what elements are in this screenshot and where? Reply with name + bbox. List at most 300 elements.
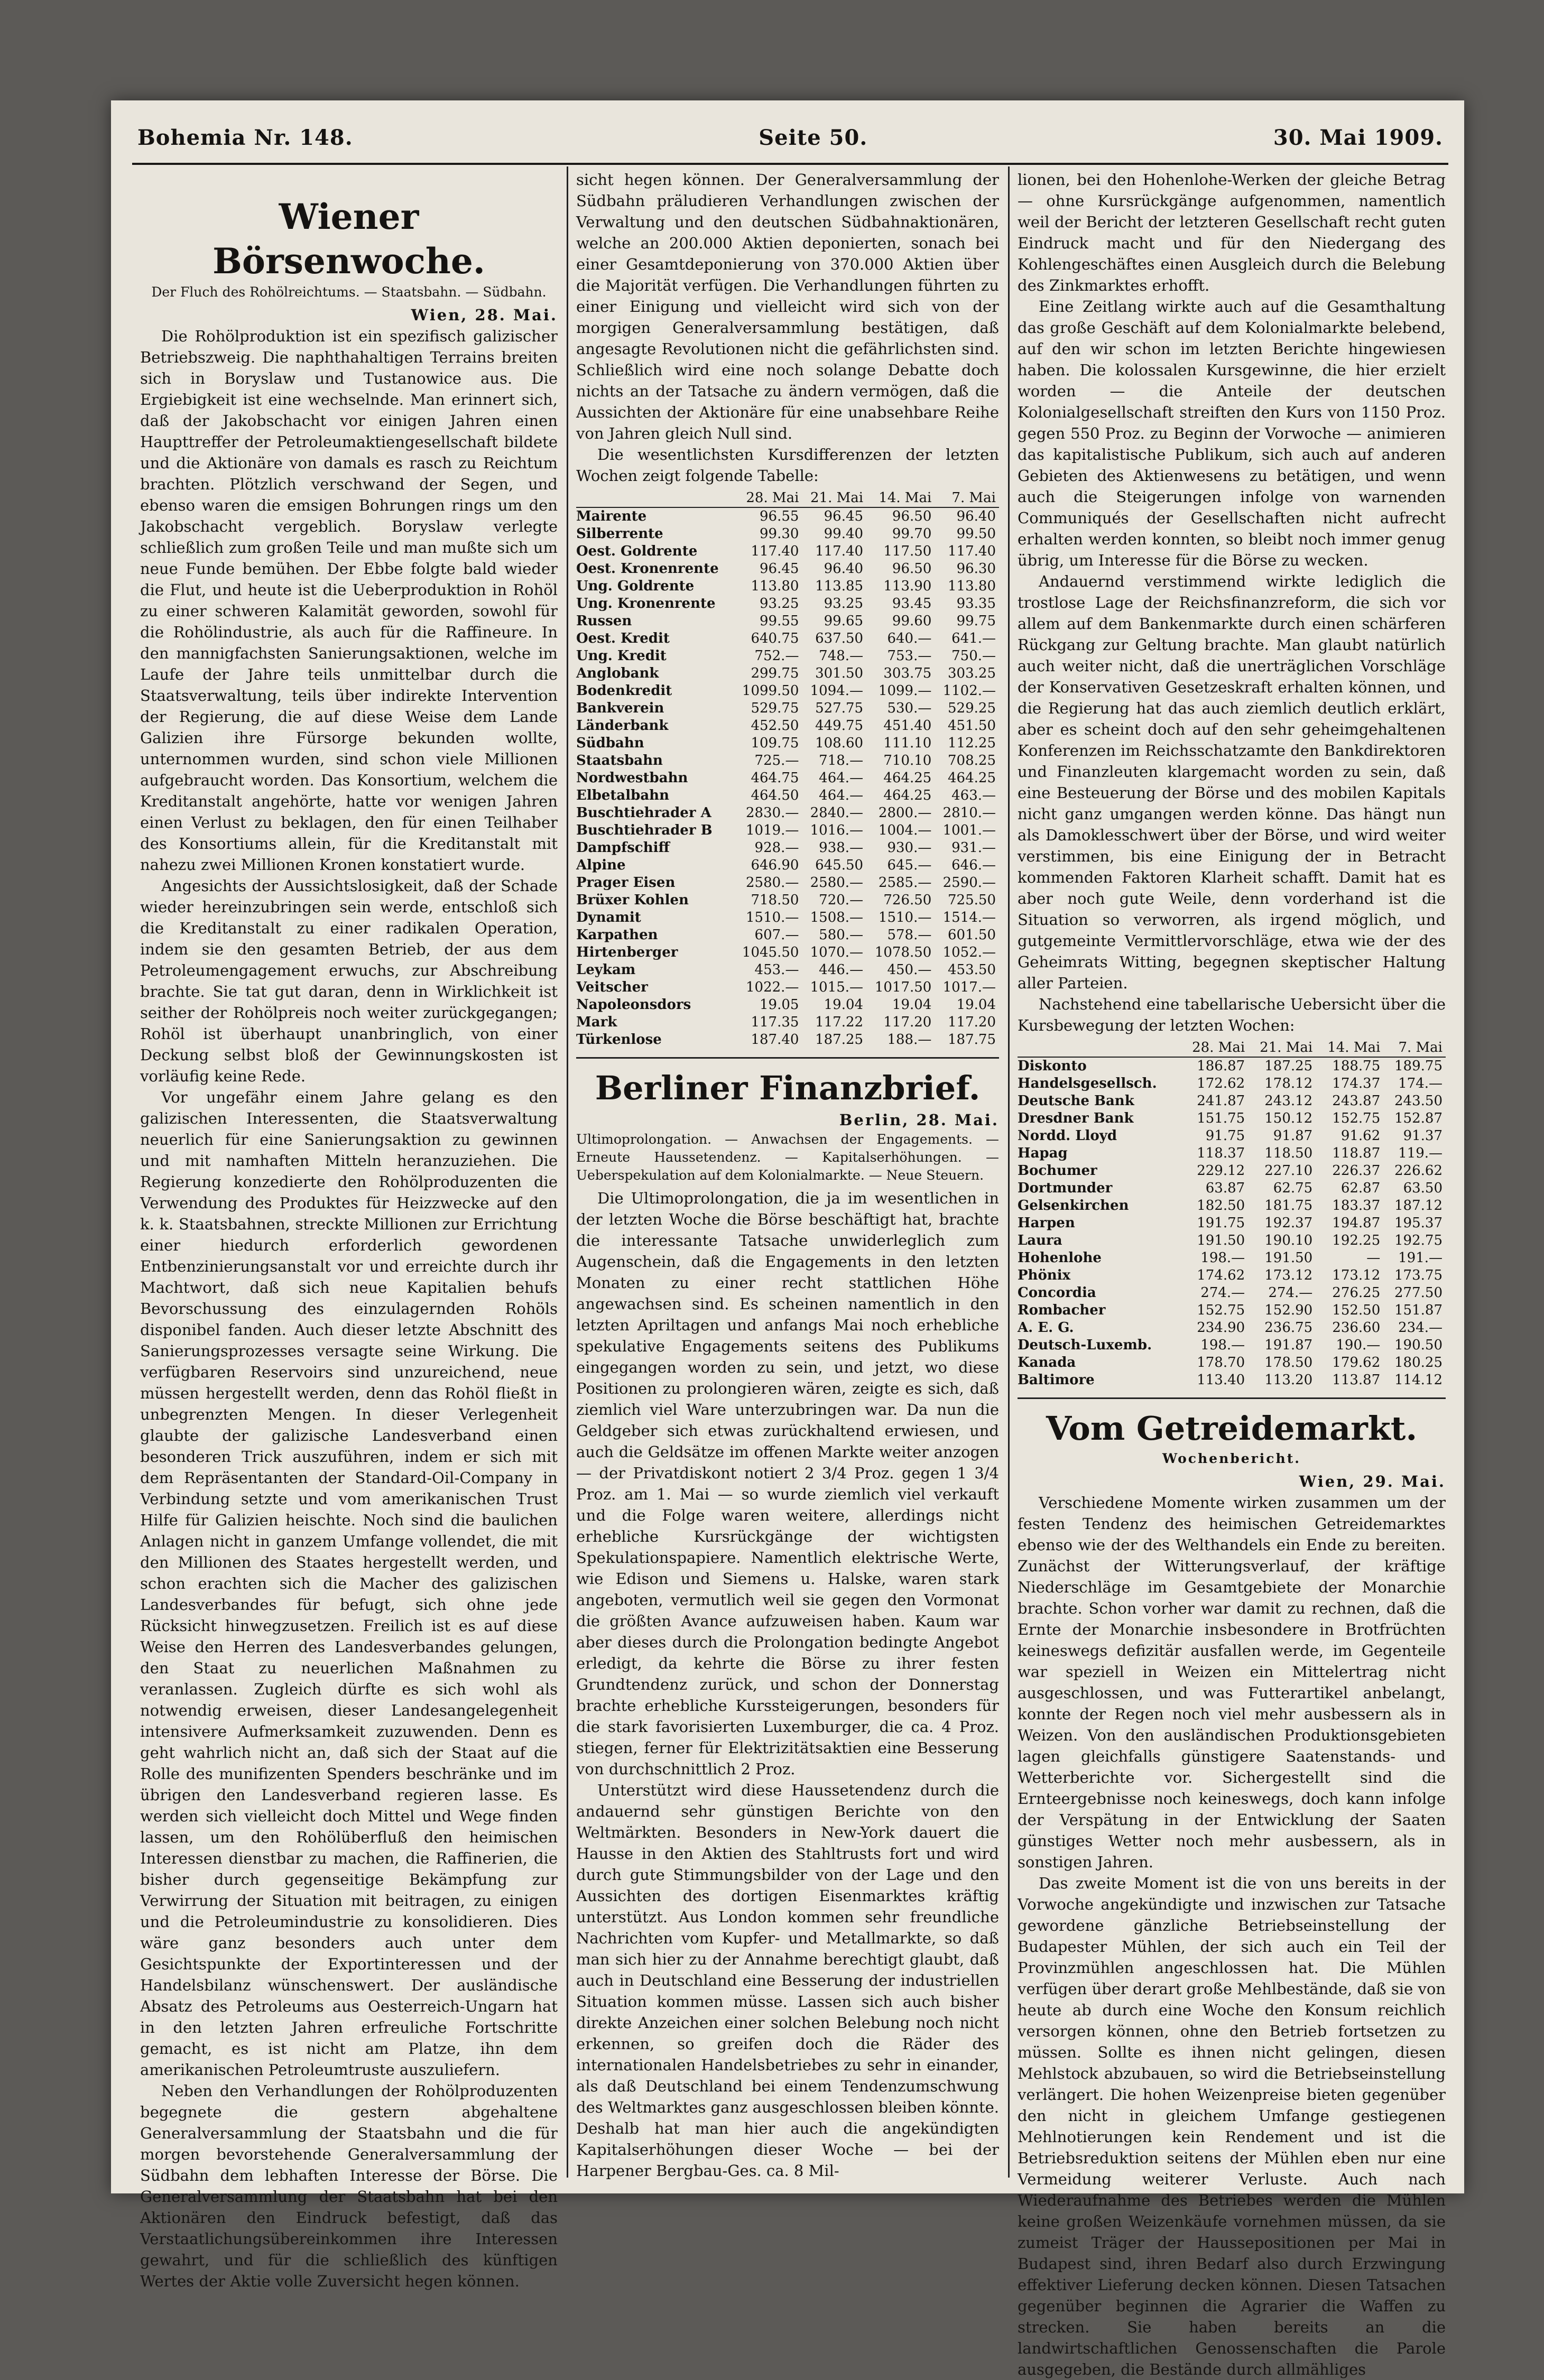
table-row xyxy=(576,665,999,682)
table-row xyxy=(576,839,999,857)
quote-cell: 192.75 xyxy=(1394,1233,1443,1248)
quote-cell: 117.40 xyxy=(815,543,864,559)
quote-cell: 191.50 xyxy=(1264,1250,1313,1266)
security-name: Concordia xyxy=(1018,1285,1096,1301)
quote-cell: 1001.— xyxy=(942,822,996,838)
quote-cell: 62.87 xyxy=(1340,1180,1381,1196)
quote-cell: 243.50 xyxy=(1394,1093,1443,1109)
security-name: Deutsch-Luxemb. xyxy=(1018,1337,1152,1353)
quote-cell: 96.50 xyxy=(892,561,932,577)
security-name: Rombacher xyxy=(1018,1302,1106,1318)
security-name: Bodenkredit xyxy=(576,683,672,699)
quote-cell: 99.30 xyxy=(760,526,799,542)
security-name: Anglobank xyxy=(576,665,659,681)
security-name: Phönix xyxy=(1018,1267,1071,1283)
quote-cell: 725.— xyxy=(754,753,799,768)
quote-cell: 152.90 xyxy=(1264,1302,1313,1318)
table-row xyxy=(1018,1075,1446,1092)
security-name: Ung. Kronenrente xyxy=(576,596,716,612)
quote-cell: 453.50 xyxy=(948,962,996,978)
quote-cell: 96.55 xyxy=(760,508,799,524)
article-subtitle: Ultimoprolongation. — Anwachsen der Engagements. — Erneute Haussetendenz. — Kapitalserhöhungen. — Ueberspekulation auf dem Kolonialmarkte. — Neue Steuern. xyxy=(576,1132,999,1183)
paragraph: Angesichts der Aussichtslosigkeit, daß der Schade wieder hereinzubringen sein werde, entschloß sich die Kreditanstalt zu einer radikalen Operation, indem sie den gesamten Betrieb, der aus dem Petroleumengagement erwuchs, zur Abschreibung brachte. Sie tat gut daran, denn in Wirklichkeit ist seither der Rohölpreis noch weiter zurückgegangen; Rohöl ist überhaupt unanbringlich, von einer Deckung selbst bloß der Gewinnungskosten ist vorläufig keine Rede. xyxy=(140,877,558,1085)
security-name: Länderbank xyxy=(576,718,669,734)
quote-cell: 113.80 xyxy=(751,578,799,594)
quote-cell: 2580.— xyxy=(810,875,864,891)
quote-cell: 451.50 xyxy=(948,718,996,734)
security-name: Diskonto xyxy=(1018,1058,1087,1074)
table-header-row xyxy=(1018,1039,1446,1057)
security-name: Bankverein xyxy=(576,700,664,716)
security-name: Handelsgesellsch. xyxy=(1018,1076,1157,1091)
table-row xyxy=(576,979,999,996)
security-name: Dynamit xyxy=(576,910,641,925)
quote-cell: 710.10 xyxy=(883,753,932,768)
paragraph: Eine Zeitlang wirkte auch auf die Gesamthaltung das große Geschäft auf dem Kolonialmarkte belebend, auf den wir schon im letzten Berichte hingewiesen haben. Die kolossalen Kursgewinne, die hier erzielt worden — die Anteile der deutschen Kolonialgesellschaft streiften den Kurs von 1150 Proz. gegen 550 Proz. zu Beginn der Vorwoche — animieren das kapitalistische Publikum, sich auch auf anderen Gebieten des Aktienwesens zu betätigen, und wenn auch die Steigerungen infolge von warnenden Communiqués der Gesellschaften nicht aufrecht erhalten werden konnten, so bleibt noch immer genug übrig, um Interesse für die Börse zu wecken. xyxy=(1018,298,1446,569)
newspaper-page xyxy=(111,100,1464,2378)
quote-cell: 117.20 xyxy=(948,1014,996,1030)
table-row xyxy=(576,700,999,717)
quote-cell: 192.37 xyxy=(1264,1215,1313,1231)
quote-cell: 640.— xyxy=(887,631,932,646)
table-row xyxy=(1018,1145,1446,1162)
quote-cell: 299.75 xyxy=(751,665,799,681)
quote-cell: 530.— xyxy=(887,700,932,716)
quote-cell: 2810.— xyxy=(942,805,996,821)
quote-cell: 117.20 xyxy=(883,1014,932,1030)
quote-cell: 1070.— xyxy=(810,944,864,960)
quote-cell: 113.80 xyxy=(948,578,996,594)
quote-cell: 301.50 xyxy=(815,665,864,681)
paragraph: lionen, bei den Hohenlohe-Werken der gleiche Betrag — ohne Kursrückgänge aufgenommen, namentlich weil der Bericht der letzteren Gesellschaft recht guten Eindruck macht und für den Niedergang des Kohlengeschäftes einen Ausgleich durch die Belebung des Zinkmarktes erhofft. xyxy=(1018,171,1446,294)
quote-cell: 99.70 xyxy=(892,526,932,542)
security-name: Veitscher xyxy=(576,979,648,995)
quote-cell: 451.40 xyxy=(883,718,932,734)
quote-cell: 187.40 xyxy=(751,1032,799,1048)
quote-cell: 113.40 xyxy=(1197,1372,1245,1388)
quote-cell: 151.87 xyxy=(1394,1302,1443,1318)
quotes-table xyxy=(576,489,999,1049)
column-header: 7. Mai xyxy=(935,489,999,507)
table-row xyxy=(576,1031,999,1049)
table-row xyxy=(1018,1249,1446,1267)
table-row xyxy=(576,892,999,909)
quote-cell: 750.— xyxy=(951,648,996,664)
vienna-quotes-table xyxy=(576,489,999,1049)
column-header xyxy=(576,489,734,507)
table-row xyxy=(1018,1284,1446,1302)
quote-cell: 111.10 xyxy=(883,735,932,751)
column-rule xyxy=(1008,166,1010,2178)
quote-cell: 464.50 xyxy=(751,788,799,803)
quote-cell: 172.62 xyxy=(1197,1076,1245,1091)
quote-cell: 181.75 xyxy=(1264,1198,1313,1214)
quote-cell: 191.87 xyxy=(1264,1337,1313,1353)
security-name: A. E. G. xyxy=(1018,1320,1074,1336)
quote-cell: 449.75 xyxy=(815,718,864,734)
quote-cell: 99.75 xyxy=(956,613,996,629)
table-row xyxy=(576,525,999,543)
quote-cell: 173.75 xyxy=(1394,1267,1443,1283)
column-header xyxy=(1018,1039,1180,1057)
table-row xyxy=(576,1014,999,1031)
quote-cell: — xyxy=(1366,1250,1381,1266)
quote-cell: 192.25 xyxy=(1332,1233,1381,1248)
quote-cell: 174.37 xyxy=(1332,1076,1381,1091)
masthead xyxy=(137,122,1443,153)
table-row xyxy=(1018,1197,1446,1215)
quote-cell: 928.— xyxy=(754,840,799,856)
table-row xyxy=(576,770,999,787)
quote-cell: 194.87 xyxy=(1332,1215,1381,1231)
security-name: Hirtenberger xyxy=(576,944,678,960)
quote-cell: 96.30 xyxy=(956,561,996,577)
column-header: 7. Mai xyxy=(1383,1039,1446,1057)
table-row xyxy=(576,944,999,961)
quote-cell: 174.— xyxy=(1398,1076,1443,1091)
security-name: Silberrente xyxy=(576,526,663,542)
article-subtitle: Wochenbericht. xyxy=(1162,1451,1301,1466)
security-name: Oest. Kronenrente xyxy=(576,561,719,577)
quote-cell: 180.25 xyxy=(1394,1355,1443,1370)
table-row xyxy=(1018,1354,1446,1372)
column-3 xyxy=(1018,169,1446,2378)
quote-cell: 1019.— xyxy=(746,822,799,838)
quote-cell: 607.— xyxy=(754,927,799,943)
quote-cell: 1099.— xyxy=(878,683,932,699)
quote-cell: 641.— xyxy=(951,631,996,646)
quote-cell: 19.04 xyxy=(892,997,932,1013)
paragraph: Verschiedene Momente wirken zusammen um der festen Tendenz des heimischen Getreidemarktes ebenso wie der des Welthandels ein Ende zu bereiten. Zunächst der Witterungsverlauf, der kräftige Niederschläge im Gesamtgebiete der Monarchie brachte. Schon vorher war damit zu rechnen, daß die Ernte der Monarchie insbesondere in Brotfrüchten keineswegs defizitär ausfallen werde, im Gegenteile war speziell in Weizen ein Mittelertrag nicht ausgeschlossen, und was Futterartikel anbelangt, konnte der Regen noch viel mehr ausbessern als in Weizen. Von den ausländischen Produktionsgebieten lagen gleichfalls günstigere Saatenstands- und Wetterberichte vor. Sichergestellt sind die Ernteergebnisse noch keineswegs, doch kann infolge der Verspätung in der Entwicklung der Saaten günstiges Wetter noch mehr ausbessern, als in sonstigen Jahren. xyxy=(1018,1494,1446,1871)
quote-cell: 190.50 xyxy=(1394,1337,1443,1353)
quote-cell: 93.25 xyxy=(824,596,864,612)
paragraph: Die Rohölproduktion ist ein spezifisch galizischer Betriebszweig. Die naphthahaltigen Terrains breiten sich in Boryslaw und Tustanowice aus. Die Ergiebigkeit ist eine wechselnde. Man erinnert sich, daß der Jakobschacht vor einigen Jahren einen Haupttreffer der Petroleumaktiengesellschaft bildete und die Aktionäre von damals es rasch zu Reichtum brachten. Plötzlich verschwand der Segen, und ebenso waren die emsigen Bohrungen rings um den Jakobschacht vergeblich. Boryslaw verlegte schließlich zum großen Teile und man mußte sich um neue Funde bemühen. Der Ebbe folgte bald wieder die Flut, und heute ist die Ueberproduktion in Rohöl zu einer schweren Kalamität geworden, sowohl für die Rohölindustrie, als auch für die Raffineure. In den mannigfachsten Sanierungsaktionen, welche im Laufe der Jahre teils unmittelbar durch die Staatsverwaltung, teils über indirekte Intervention der Regierung, die auf diese Weise dem Lande Galizien ihre Fürsorge bekunden wollte, unternommen wurden, sind schon viele Millionen aufgebraucht worden. Das Konsortium, welchem die Kreditanstalt angehörte, hatte vor wenigen Jahren einen Verlust zu beklagen, den für einen Teilhaber des Konsortiums allein, für die Kreditanstalt mit nahezu zwei Millionen Kronen konstatiert wurde. xyxy=(140,327,558,874)
quote-cell: 99.65 xyxy=(824,613,864,629)
security-name: Kanada xyxy=(1018,1355,1076,1370)
column-header: 28. Mai xyxy=(734,489,802,507)
security-name: Türkenlose xyxy=(576,1032,662,1048)
security-name: Dortmunder xyxy=(1018,1180,1113,1196)
quote-cell: 96.50 xyxy=(892,508,932,524)
quote-cell: 748.— xyxy=(819,648,864,664)
quote-cell: 188.75 xyxy=(1332,1058,1381,1074)
quote-cell: 752.— xyxy=(754,648,799,664)
quote-cell: 118.50 xyxy=(1264,1145,1313,1161)
column-header: 21. Mai xyxy=(1248,1039,1316,1057)
quote-cell: 99.55 xyxy=(760,613,799,629)
quote-cell: 646.— xyxy=(951,857,996,873)
quote-cell: 117.40 xyxy=(751,543,799,559)
quote-cell: 446.— xyxy=(819,962,864,978)
quote-cell: 1016.— xyxy=(810,822,864,838)
quote-cell: 191.50 xyxy=(1197,1233,1245,1248)
table-row xyxy=(1018,1110,1446,1127)
quote-cell: 241.87 xyxy=(1197,1093,1245,1109)
quote-cell: 645.— xyxy=(887,857,932,873)
quote-cell: 118.87 xyxy=(1332,1145,1381,1161)
security-name: Deutsche Bank xyxy=(1018,1093,1134,1109)
quote-cell: 19.05 xyxy=(760,997,799,1013)
paragraph: Unterstützt wird diese Haussetendenz durch die andauernd sehr günstigen Berichte von den Weltmärkten. Besonders in New-York dauert die Hausse in den Aktien des Stahltrusts fort und wird durch gute Stimmungsbilder von der Lage und den Aussichten des dortigen Eisenmarktes kräftig unterstützt. Aus London kommen sehr freundliche Nachrichten vom Kupfer- und Metallmarkte, so daß man sich hier zu der Annahme berechtigt glaubt, daß auch in Deutschland eine Besserung der industriellen Situation kommen müsse. Lassen sich auch bisher direkte Anzeichen einer solchen Belebung noch nicht erkennen, so greifen doch die Räder des internationalen Handelsbetriebes zu sehr in einander, als daß Deutschland bei einem Tendenzumschwung des Weltmarktes ganz ausgeschlossen bleiben könnte. Deshalb hat man hier auch die angekündigten Kapitalserhöhungen dieser Woche — bei der Harpener Bergbau-Ges. ca. 8 Mil- xyxy=(576,1781,999,2180)
quote-cell: 187.12 xyxy=(1394,1198,1443,1214)
quote-cell: 464.25 xyxy=(883,788,932,803)
quote-cell: 109.75 xyxy=(751,735,799,751)
table-row xyxy=(576,909,999,927)
column-1 xyxy=(140,169,558,2290)
security-name: Buschtiehrader A xyxy=(576,805,711,821)
quote-cell: 191.— xyxy=(1398,1250,1443,1266)
security-name: Hohenlohe xyxy=(1018,1250,1102,1266)
quote-cell: 938.— xyxy=(819,840,864,856)
quote-cell: 1510.— xyxy=(746,910,799,925)
quote-cell: 152.75 xyxy=(1332,1110,1381,1126)
security-name: Südbahn xyxy=(576,735,644,751)
security-name: Alpine xyxy=(576,857,626,873)
security-name: Elbetalbahn xyxy=(576,788,669,803)
quote-cell: 931.— xyxy=(951,840,996,856)
table-row xyxy=(1018,1057,1446,1075)
paragraph: Vor ungefähr einem Jahre gelang es den galizischen Interessenten, die Staatsverwaltung neuerlich für eine Sanierungsaktion zu gewinnen und mit namhaften Mitteln heranzuziehen. Die Regierung konzedierte den Rohölproduzenten die Verwendung des Produktes für Heizzwecke auf den k. k. Staatsbahnen, streckte Millionen zur Errichtung einer hiedurch erforderlich gewordenen Entbenzinierungsanstalt vor und erreichte durch ihr Machtwort, daß sich neue Kapitalien behufs Bevorschussung des einzulagernden Rohöls disponibel fanden. Auch dieser letzte Abschnitt des Sanierungsprozesses versagte seine Wirkung. Die verfügbaren Reservoirs sind unzureichend, neue müssen hergestellt werden, denn das Rohöl fließt in unbegrenzten Mengen. In dieser Verlegenheit glaubte der galizische Landesverband einen besonderen Trick auszuführen, indem er sich mit dem Repräsentanten der Standard-Oil-Company in Verbindung setzte und vom amerikanischen Trust Hilfe für Galizien heischte. Noch sind die baulichen Anlagen nicht in ganzem Umfange vollendet, die mit den Millionen des Staates hergestellt werden, und schon erachten sich die Macher des galizischen Landesverbandes für befugt, sich ohne jede Rücksicht hinwegzusetzen. Freilich ist es auf diese Weise den Herren des Landesverbandes gelungen, den Staat zu neuerlichen Maßnahmen zu veranlassen. Zugleich dürfte es sich wohl als notwendig erweisen, dieser Landesangelegenheit intensivere Aufmerksamkeit zuzuwenden. Denn es geht wahrlich nicht an, daß sich der Staat auf die Rolle des munifizenten Spenders beschränke und im übrigen den Landesverband regieren lasse. Es werden sich vielleicht doch Mittel und Wege finden lassen, um den Rohölüberfluß den heimischen Interessen dienstbar zu machen, die Raffinerien, die bisher durch gegenseitige Bekämpfung zur Verwirrung der Situation mit beitragen, zu einigen und die Petroleumindustrie zu konsolidieren. Dies wäre ganz besonders auch unter dem Gesichtspunkte der Exportinteressen und der Handelsbilanz wünschenswert. Der ausländische Absatz des Petroleums aus Oesterreich-Ungarn hat in den letzten Jahren erfreuliche Fortschritte gemacht, es ist nicht am Platze, ihn dem amerikanischen Petroleumtruste auszuliefern. xyxy=(140,1088,558,2079)
quote-cell: 113.87 xyxy=(1332,1372,1381,1388)
table-row xyxy=(576,857,999,874)
column-header: 14. Mai xyxy=(1316,1039,1383,1057)
quote-cell: 188.— xyxy=(887,1032,932,1048)
paragraph: Neben den Verhandlungen der Rohölproduzenten begegnete die gestern abgehaltene Generalversammlung der Staatsbahn und die für morgen bevorstehende Generalversammlung der Südbahn dem lebhaften Interesse der Börse. Die Generalversammlung der Staatsbahn hat bei den Aktionären den Eindruck befestigt, daß das Verstaatlichungsübereinkommen ihre Interessen gewahrt, und für die schließlich des künftigen Wertes der Aktie volle Zuversicht hegen können. xyxy=(140,2082,558,2290)
quote-cell: 112.25 xyxy=(948,735,996,751)
table-row xyxy=(576,874,999,892)
article-title: Vom Getreidemarkt. xyxy=(1046,1409,1418,1448)
paragraph: Andauernd verstimmend wirkte lediglich die trostlose Lage der Reichsfinanzreform, die sich vor allem auf dem Bankenmarkte durch einen schärferen Rückgang zur Geltung brachte. Man glaubt natürlich auch weiter nicht, daß die unerträglichen Vorschläge der Konservativen Gesetzeskraft erhalten können, und die Regierung hat das auch ziemlich deutlich erklärt, aber es scheint doch auf den sehr geheimgehaltenen Konferenzen im Reichsschatzamte den Bankdirektoren und Finanzleuten klargemacht worden zu sein, daß eine Besteuerung der Börse und des mobilen Kapitals nicht ganz umgangen werden könne. Das hängt nun als Damoklesschwert über der Börse, und wird weiter verstimmen, bis eine Einigung der in Betracht kommenden Faktoren Klarheit schafft. Damit hat es aber noch gute Weile, denn vorderhand ist die Situation so verworren, als irgend möglich, und gutgemeinte Vermittlervorschläge, etwa wie der des Geheimrats Witting, begegnen skeptischer Haltung aller Parteien. xyxy=(1018,572,1446,992)
masthead-date: 30. Mai 1909. xyxy=(1273,125,1443,150)
table-row xyxy=(1018,1127,1446,1145)
quote-cell: 19.04 xyxy=(956,997,996,1013)
table-row xyxy=(576,822,999,839)
security-name: Karpathen xyxy=(576,927,658,943)
quote-cell: 151.75 xyxy=(1197,1110,1245,1126)
quote-cell: 580.— xyxy=(819,927,864,943)
article-dateline: Wien, 28. Mai. xyxy=(411,306,558,324)
quote-cell: 187.25 xyxy=(1264,1058,1313,1074)
table-row xyxy=(1018,1302,1446,1319)
quote-cell: 91.62 xyxy=(1340,1128,1381,1144)
quote-cell: 2585.— xyxy=(878,875,932,891)
security-name: Nordwestbahn xyxy=(576,770,688,786)
table-row xyxy=(1018,1092,1446,1110)
table-row xyxy=(576,560,999,578)
quote-cell: 63.50 xyxy=(1403,1180,1443,1196)
quote-cell: 720.— xyxy=(819,892,864,908)
column-header: 21. Mai xyxy=(802,489,866,507)
quote-cell: 463.— xyxy=(951,788,996,803)
quote-cell: 236.75 xyxy=(1264,1320,1313,1336)
quote-cell: 646.90 xyxy=(751,857,799,873)
quote-cell: 198.— xyxy=(1200,1250,1245,1266)
quote-cell: 2840.— xyxy=(810,805,864,821)
quote-cell: 119.— xyxy=(1398,1145,1443,1161)
quote-cell: 753.— xyxy=(887,648,932,664)
security-name: Staatsbahn xyxy=(576,753,663,768)
quote-cell: 464.75 xyxy=(751,770,799,786)
table-row xyxy=(1018,1232,1446,1249)
quote-cell: 182.50 xyxy=(1197,1198,1245,1214)
quote-cell: 243.87 xyxy=(1332,1093,1381,1109)
quote-cell: 93.25 xyxy=(760,596,799,612)
quote-cell: 226.62 xyxy=(1394,1163,1443,1179)
quote-cell: 195.37 xyxy=(1394,1215,1443,1231)
table-row xyxy=(1018,1267,1446,1284)
table-row xyxy=(576,578,999,595)
column-header: 28. Mai xyxy=(1180,1039,1248,1057)
masthead-page: Seite 50. xyxy=(759,125,868,150)
security-name: Oest. Goldrente xyxy=(576,543,698,559)
quote-cell: 173.12 xyxy=(1332,1267,1381,1283)
paragraph: Das zweite Moment ist die von uns bereits in der Vorwoche angekündigte und inzwischen zur Tatsache gewordene gänzliche Betriebseinstellung der Budapester Mühlen, der sich auch ein Teil der Provinzmühlen angeschlossen hat. Die Mühlen verfügen über derart große Mehlbestände, daß sie von heute ab durch eine Woche den Konsum reichlich versorgen können, ohne den Betrieb fortsetzen zu müssen. Sollte es ihnen nicht gelingen, diesen Mehlstock abzubauen, so wird die Betriebseinstellung verlängert. Die hohen Weizenpreise bieten gegenüber den nicht in gleichem Umfange gestiegenen Mehlnotierungen kein Rendement und ist die Betriebsreduktion seitens der Mühlen eben nur eine Vermeidung weiterer Verluste. Auch nach Wiederaufnahme des Betriebes werden die Mühlen keine großen Weizenkäufe vornehmen müssen, da sie zumeist Träger der Haussepositionen per Mai in Budapest sind, ihren Bedarf also durch Erzwingung effektiver Lieferung decken können. Diesen Tatsachen gegenüber beginnen die Agrarier die Waffen zu strecken. Sie haben bereits an die landwirtschaftlichen Genossenschaften die Parole ausgegeben, die Bestände durch allmähliges xyxy=(1018,1874,1446,2378)
security-name: Ung. Goldrente xyxy=(576,578,695,594)
quote-cell: 718.50 xyxy=(751,892,799,908)
quote-cell: 1078.50 xyxy=(874,944,932,960)
quote-cell: 601.50 xyxy=(948,927,996,943)
security-name: Oest. Kredit xyxy=(576,631,670,646)
quote-cell: 229.12 xyxy=(1197,1163,1245,1179)
table-row xyxy=(576,787,999,804)
table-row xyxy=(1018,1372,1446,1389)
table-row xyxy=(576,717,999,735)
quote-cell: 189.75 xyxy=(1394,1058,1443,1074)
quote-cell: 96.45 xyxy=(760,561,799,577)
table-row xyxy=(576,507,999,525)
berlin-quotes-table xyxy=(1018,1039,1446,1389)
quote-cell: 117.22 xyxy=(815,1014,864,1030)
quote-cell: 93.35 xyxy=(956,596,996,612)
quote-cell: 91.37 xyxy=(1403,1128,1443,1144)
quote-cell: 2580.— xyxy=(746,875,799,891)
quote-cell: 1022.— xyxy=(746,979,799,995)
table-row xyxy=(576,682,999,700)
quote-cell: 718.— xyxy=(819,753,864,768)
quote-cell: 91.75 xyxy=(1205,1128,1245,1144)
quote-cell: 234.90 xyxy=(1197,1320,1245,1336)
masthead-rule xyxy=(132,163,1448,165)
quote-cell: 2830.— xyxy=(746,805,799,821)
quote-cell: 191.75 xyxy=(1197,1215,1245,1231)
quote-cell: 93.45 xyxy=(892,596,932,612)
quote-cell: 152.75 xyxy=(1197,1302,1245,1318)
security-name: Buschtiehrader B xyxy=(576,822,713,838)
table-row xyxy=(576,595,999,613)
table-row xyxy=(1018,1337,1446,1354)
table-row xyxy=(576,804,999,822)
quote-cell: 236.60 xyxy=(1332,1320,1381,1336)
section-divider xyxy=(1018,1397,1446,1399)
quote-cell: 96.40 xyxy=(824,561,864,577)
table-row xyxy=(1018,1215,1446,1232)
quote-cell: 1004.— xyxy=(878,822,932,838)
table-row xyxy=(576,647,999,665)
quote-cell: 178.12 xyxy=(1264,1076,1313,1091)
quote-cell: 1045.50 xyxy=(742,944,799,960)
quote-cell: 529.75 xyxy=(751,700,799,716)
paragraph: Nachstehend eine tabellarische Uebersicht über die Kursbewegung der letzten Wochen: xyxy=(1018,995,1446,1034)
table-row xyxy=(1018,1319,1446,1337)
table-row xyxy=(576,752,999,770)
quote-cell: 117.35 xyxy=(751,1014,799,1030)
quote-cell: 99.50 xyxy=(956,526,996,542)
security-name: Russen xyxy=(576,613,632,629)
quote-cell: 113.85 xyxy=(815,578,864,594)
quote-cell: 117.40 xyxy=(948,543,996,559)
quote-cell: 640.75 xyxy=(751,631,799,646)
quote-cell: 179.62 xyxy=(1332,1355,1381,1370)
quote-cell: 173.12 xyxy=(1264,1267,1313,1283)
paragraph: Die Ultimoprolongation, die ja im wesentlichen in der letzten Woche die Börse beschäftigt hat, brachte die interessante Tatsache unwiderleglich zum Augenschein, daß die Engagements in den letzten Monaten zu einer recht stattlichen Höhe angewachsen sind. Es scheinen namentlich in den letzten Apriltagen und anfangs Mai noch erhebliche spekulative Engagements seitens des Publikums eingegangen worden zu sein, und jetzt, wo diese Positionen zu prolongieren wären, zeigte es sich, daß ziemlich viel Ware unterzubringen war. Da nun die Geldgeber sich etwas zurückhaltend erwiesen, und auch die Geldsätze im offenen Markte weiter anzogen — der Privatdiskont notiert 2 3/4 Proz. gegen 1 3/4 Proz. am 1. Mai — so wurde ziemlich viel verkauft und die Folge waren weitere, allerdings nicht erhebliche Kursrückgänge der wichtigsten Spekulationspapiere. Namentlich elektrische Werte, wie Edison und Siemens u. Halske, waren stark angeboten, vermutlich weil sie gegen den Vormonat die größten Avance aufzuweisen haben. Kaum war aber dieses durch die Prolongation bedingte Angebot erledigt, da kehrte die Börse zu ihrer festen Grundtendenz zurück, und schon der Donnerstag brachte erhebliche Kurssteigerungen, besonders für die stark favorisierten Luxemburger, die ca. 4 Proz. stiegen, ferner für Elektrizitätsaktien eine Besserung von durchschnittlich 2 Proz. xyxy=(576,1189,999,1778)
quote-cell: 645.50 xyxy=(815,857,864,873)
quote-cell: 108.60 xyxy=(815,735,864,751)
table-row xyxy=(576,543,999,560)
security-name: Dresdner Bank xyxy=(1018,1110,1134,1126)
column-header: 14. Mai xyxy=(866,489,935,507)
security-name: Napoleonsdors xyxy=(576,997,691,1013)
quote-cell: 1052.— xyxy=(942,944,996,960)
table-header-row xyxy=(576,489,999,507)
security-name: Mairente xyxy=(576,508,647,524)
column-2 xyxy=(576,169,999,2178)
quote-cell: 243.12 xyxy=(1264,1093,1313,1109)
masthead-left: Bohemia Nr. 148. xyxy=(137,125,353,150)
quote-cell: 726.50 xyxy=(883,892,932,908)
table-row xyxy=(576,630,999,647)
quote-cell: 152.50 xyxy=(1332,1302,1381,1318)
quote-cell: 227.10 xyxy=(1264,1163,1313,1179)
quote-cell: 303.75 xyxy=(883,665,932,681)
quote-cell: 190.— xyxy=(1336,1337,1381,1353)
quote-cell: 99.40 xyxy=(824,526,864,542)
quote-cell: 452.50 xyxy=(751,718,799,734)
quote-cell: 118.37 xyxy=(1197,1145,1245,1161)
table-row xyxy=(1018,1162,1446,1180)
quote-cell: 1102.— xyxy=(942,683,996,699)
table-row xyxy=(576,927,999,944)
quote-cell: 2590.— xyxy=(942,875,996,891)
article-title: Wiener Börsenwoche. xyxy=(212,196,485,282)
quote-cell: 464.25 xyxy=(948,770,996,786)
paragraph: Die wesentlichsten Kursdifferenzen der letzten Wochen zeigt folgende Tabelle: xyxy=(576,446,999,485)
quote-cell: 1514.— xyxy=(942,910,996,925)
quote-cell: 178.70 xyxy=(1197,1355,1245,1370)
quote-cell: 178.50 xyxy=(1264,1355,1313,1370)
security-name: Nordd. Lloyd xyxy=(1018,1128,1117,1144)
quote-cell: 19.04 xyxy=(824,997,864,1013)
quote-cell: 96.45 xyxy=(824,508,864,524)
quote-cell: 183.37 xyxy=(1332,1198,1381,1214)
table-row xyxy=(576,735,999,752)
quote-cell: 187.75 xyxy=(948,1032,996,1048)
quote-cell: 527.75 xyxy=(815,700,864,716)
security-name: Brüxer Kohlen xyxy=(576,892,689,908)
security-name: Baltimore xyxy=(1018,1372,1095,1388)
section-divider xyxy=(576,1057,999,1059)
quote-cell: 234.— xyxy=(1398,1320,1443,1336)
quote-cell: 1508.— xyxy=(810,910,864,925)
quote-cell: 174.62 xyxy=(1197,1267,1245,1283)
quote-cell: 198.— xyxy=(1200,1337,1245,1353)
security-name: Hapag xyxy=(1018,1145,1068,1161)
quote-cell: 117.50 xyxy=(883,543,932,559)
security-name: Dampfschiff xyxy=(576,840,670,856)
quote-cell: 453.— xyxy=(754,962,799,978)
table-row xyxy=(576,613,999,630)
security-name: Ung. Kredit xyxy=(576,648,667,664)
quote-cell: 1017.50 xyxy=(874,979,932,995)
